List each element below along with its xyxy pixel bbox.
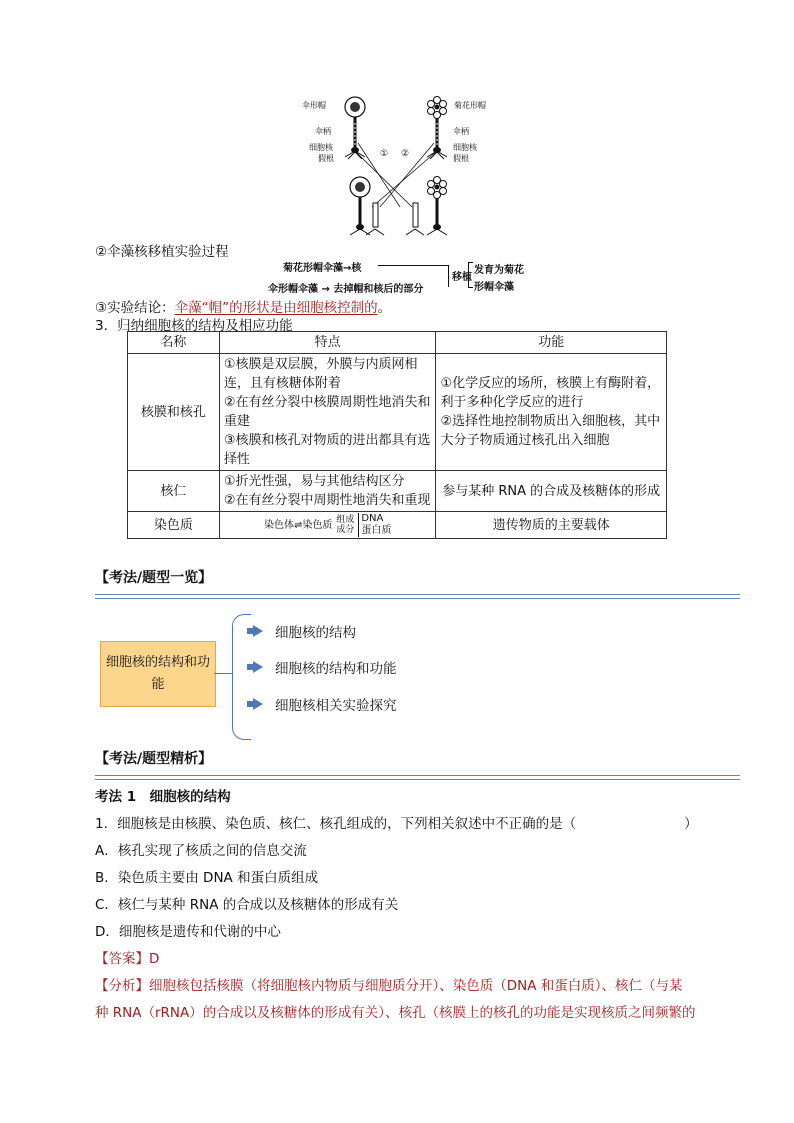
row-name: 染色质 xyxy=(128,512,220,539)
mindmap-item xyxy=(253,657,397,677)
analysis-line2: 种 RNA（rRNA）的合成以及核糖体的形成有关）、核孔（核膜上的核孔的功能是实现核质之间频繁的 xyxy=(95,1005,696,1021)
method1-title: 考法 1 细胞核的结构 xyxy=(95,789,231,805)
flow-result1: 发育为菊花 xyxy=(474,265,524,276)
mindmap-item-label: 细胞核的结构和功能 xyxy=(275,661,397,677)
row-name: 核仁 xyxy=(128,471,220,512)
flow-line1: 菊花形帽伞藻→核 xyxy=(283,263,362,274)
feature-item: ②在有丝分裂中核膜周期性地消失和重建 xyxy=(223,395,431,429)
label-chrysanthemum-cap: 菊花形帽 xyxy=(454,101,486,110)
arrow-right-icon xyxy=(253,625,263,637)
conclusion-suffix: 。 xyxy=(377,300,392,316)
option-c: C．核仁与某种 RNA 的合成以及核糖体的形成有关 xyxy=(95,897,399,913)
row-functions: 遗传物质的主要载体 xyxy=(436,512,667,539)
flow-bracket xyxy=(378,265,449,287)
table-row xyxy=(128,512,667,539)
nucleus-structure-table xyxy=(127,331,667,539)
flow-transplant: 移植 xyxy=(452,272,472,283)
result-umbrella-algae xyxy=(350,177,384,235)
row-features xyxy=(219,471,436,512)
mindmap-item xyxy=(253,694,397,714)
row-functions xyxy=(436,354,667,471)
mindmap-item xyxy=(253,621,356,641)
mindmap-connector xyxy=(214,673,232,674)
flow-bracket-top xyxy=(378,265,448,266)
option-b: B．染色质主要由 DNA 和蛋白质组成 xyxy=(95,870,319,886)
row-functions: 参与某种 RNA 的合成及核糖体的形成 xyxy=(436,471,667,512)
table-row xyxy=(128,471,667,512)
header-functions: 功能 xyxy=(436,332,667,354)
option-d: D．细胞核是遗传和代谢的中心 xyxy=(95,924,281,940)
section-detail-title: 【考法/题型精析】 xyxy=(95,751,213,767)
chrom-components xyxy=(358,513,391,537)
analysis-label: 【分析】 xyxy=(95,978,149,994)
mindmap-item-label: 细胞核的结构 xyxy=(275,625,356,641)
section3-title: 3．归纳细胞核的结构及相应功能 xyxy=(95,318,293,334)
mark-2: ② xyxy=(401,149,410,159)
feature-item: ①折光性强，易与其他结构区分 xyxy=(223,474,405,489)
heading-rule xyxy=(95,775,740,780)
conclusion-text: 伞藻“帽”的形状是由细胞核控制的 xyxy=(174,300,378,316)
answer-value: D xyxy=(149,951,160,967)
table-row xyxy=(128,354,667,471)
mindmap-item-label: 细胞核相关实验探究 xyxy=(275,698,397,714)
option-a: A．核孔实现了核质之间的信息交流 xyxy=(95,843,307,859)
result-chrysanthemum-algae xyxy=(406,177,447,236)
flow-line2: 伞形帽伞藻 → 去掉帽和核后的部分 xyxy=(268,284,424,295)
label-stalk-right: 伞柄 xyxy=(453,127,469,136)
label-rhizoid-left: 假根 xyxy=(318,154,334,163)
table-header-row xyxy=(128,332,667,354)
heading-rule xyxy=(95,594,740,599)
answer xyxy=(95,947,159,967)
function-item: ①化学反应的场所，核膜上有酶附着，利于多种化学反应的进行 xyxy=(440,376,661,410)
label-umbrella-cap: 伞形帽 xyxy=(302,101,326,110)
arrow-right-icon xyxy=(253,698,263,710)
chrom-comp: 组成成分 xyxy=(336,515,355,535)
feature-item: ③核膜和核孔对物质的进出都具有选择性 xyxy=(223,433,431,467)
conclusion-prefix: ③实验结论： xyxy=(95,300,175,316)
header-features: 特点 xyxy=(219,332,436,354)
header-name: 名称 xyxy=(128,332,220,354)
arrow-right-icon xyxy=(253,661,263,673)
conclusion xyxy=(95,296,391,316)
chrom-formula: 染色体⇌染色质 xyxy=(263,519,333,531)
label-rhizoid-right: 假根 xyxy=(453,154,469,163)
label-stalk-left: 伞柄 xyxy=(315,127,331,136)
chrysanthemum-cap-algae xyxy=(427,97,447,160)
chrom-protein: 蛋白质 xyxy=(361,525,392,536)
chrom-dna: DNA xyxy=(361,513,384,524)
section-overview-title: 【考法/题型一览】 xyxy=(95,570,213,586)
question-stem: 1．细胞核是由核膜、染色质、核仁、核孔组成的，下列相关叙述中不正确的是（ ） xyxy=(95,816,698,832)
analysis-line1 xyxy=(95,974,683,994)
feature-item: ②在有丝分裂中周期性地消失和重现 xyxy=(223,493,431,508)
row-name: 核膜和核孔 xyxy=(128,354,220,471)
step2-title: ②伞藻核移植实验过程 xyxy=(95,244,229,260)
acetabularia-diagram xyxy=(300,95,490,240)
label-nucleus-left: 细胞核 xyxy=(309,143,333,152)
answer-label: 【答案】 xyxy=(95,951,149,967)
mindmap-center: 细胞核的结构和功能 xyxy=(100,641,216,707)
row-features xyxy=(219,354,436,471)
analysis-text: 细胞核包括核膜（将细胞核内物质与细胞质分开）、染色质（DNA 和蛋白质）、核仁（与某 xyxy=(149,978,683,994)
chromatin-formula-cell xyxy=(219,512,436,539)
flow-result-bracket xyxy=(468,262,473,288)
feature-item: ①核膜是双层膜，外膜与内质网相连，且有核糖体附着 xyxy=(223,357,418,391)
function-item: ②选择性地控制物质出入细胞核，其中大分子物质通过核孔出入细胞 xyxy=(440,414,661,448)
label-nucleus-right: 细胞核 xyxy=(453,143,477,152)
flow-result2: 形帽伞藻 xyxy=(474,282,514,293)
mark-1: ① xyxy=(380,149,389,159)
